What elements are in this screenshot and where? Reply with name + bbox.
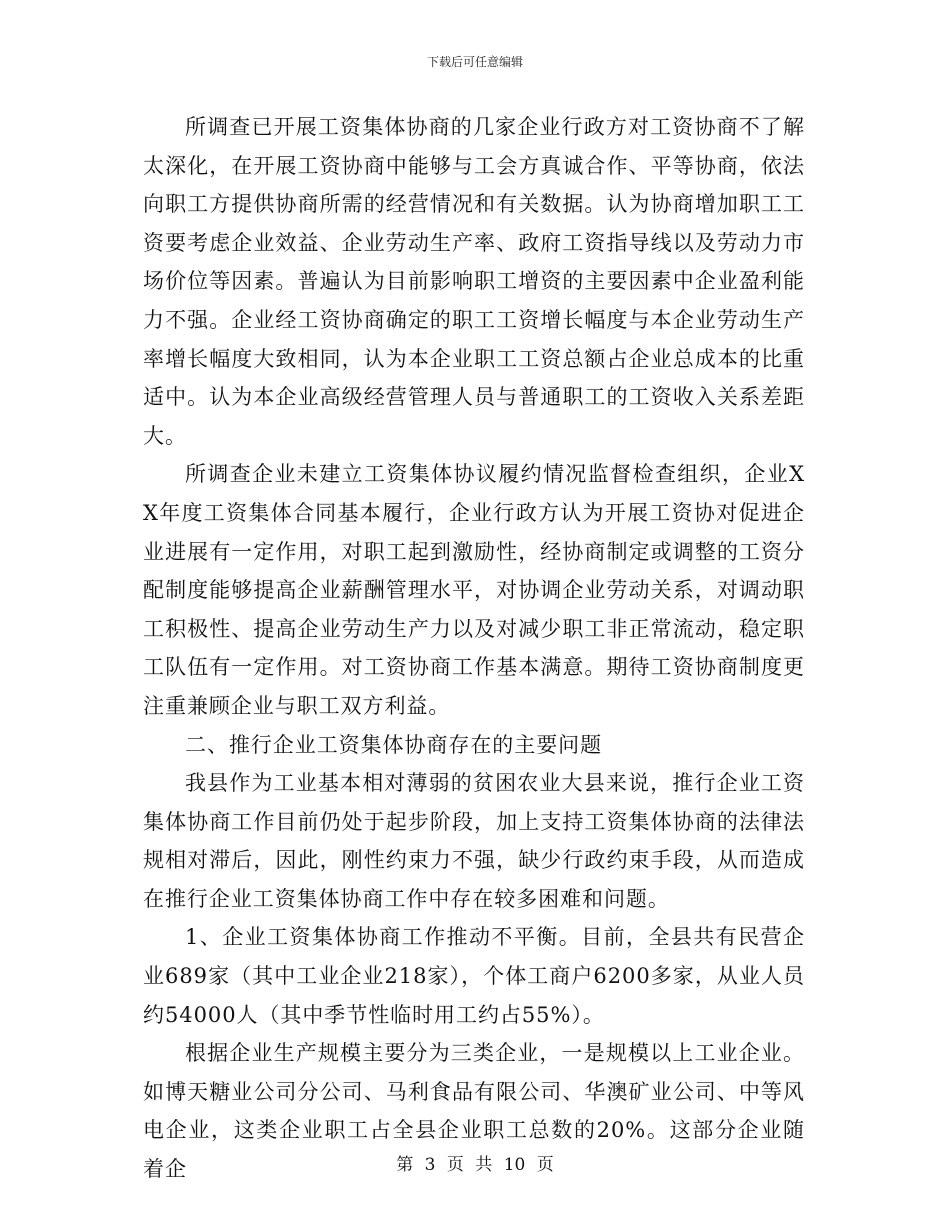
section-heading-main-problems: 二、推行企业工资集体协商存在的主要问题 [185, 732, 603, 757]
paragraph-enterprise-categories: 根据企业生产规模主要分为三类企业，一是规模以上工业企业。如博天糖业公司分公司、马利食品有限公司、华澳矿业公司、中等风电企业，这类企业职工占全县企业职工总数的20%。这部分企业随着企 [143, 1041, 805, 1182]
paragraph-unbalanced-progress: 1、企业工资集体协商工作推动不平衡。目前，全县共有民营企业689家（其中工业企业218家），个体工商户6200多家，从业人员约54000人（其中季节性临时用工约占55%）。 [143, 925, 805, 1027]
paragraph-contract-performance: 所调查企业未建立工资集体协议履约情况监督检查组织，企业XX年度工资集体合同基本履行，企业行政方认为开展工资协对促进企业进展有一定作用，对职工起到激励性，经协商制定或调整的工资分配制度能够提高企业薪酬管理水平，对协调企业劳动关系，对调动职工积极性、提高企业劳动生产力以及对减少职工非正常流动，稳定职工队伍有一定作用。对工资协商工作基本满意。期待工资协商制度更注重兼顾企业与职工双方利益。 [143, 462, 805, 718]
body-text [143, 108, 805, 1189]
paragraph-negotiation-attitude: 所调查已开展工资集体协商的几家企业行政方对工资协商不了解太深化，在开展工资协商中能够与工会方真诚合作、平等协商，依法向职工方提供协商所需的经营情况和有关数据。认为协商增加职工工资要考虑企业效益、企业劳动生产率、政府工资指导线以及劳动力市场价位等因素。普遍认为目前影响职工增资的主要因素中企业盈利能力不强。企业经工资协商确定的职工工资增长幅度与本企业劳动生产率增长幅度大致相同，认为本企业职工工资总额占企业总成本的比重适中。认为本企业高级经营管理人员与普通职工的工资收入关系差距大。 [143, 115, 805, 448]
header-note: 下载后可任意编辑 [426, 55, 523, 69]
paragraph-county-situation: 我县作为工业基本相对薄弱的贫困农业大县来说，推行企业工资集体协商工作目前仍处于起步阶段，加上支持工资集体协商的法律法规相对滞后，因此，刚性约束力不强，缺少行政约束手段，从而造成在推行企业工资集体协商工作中存在较多困难和问题。 [143, 771, 805, 911]
page-number-footer: 第 3 页 共 10 页 [396, 1155, 554, 1175]
